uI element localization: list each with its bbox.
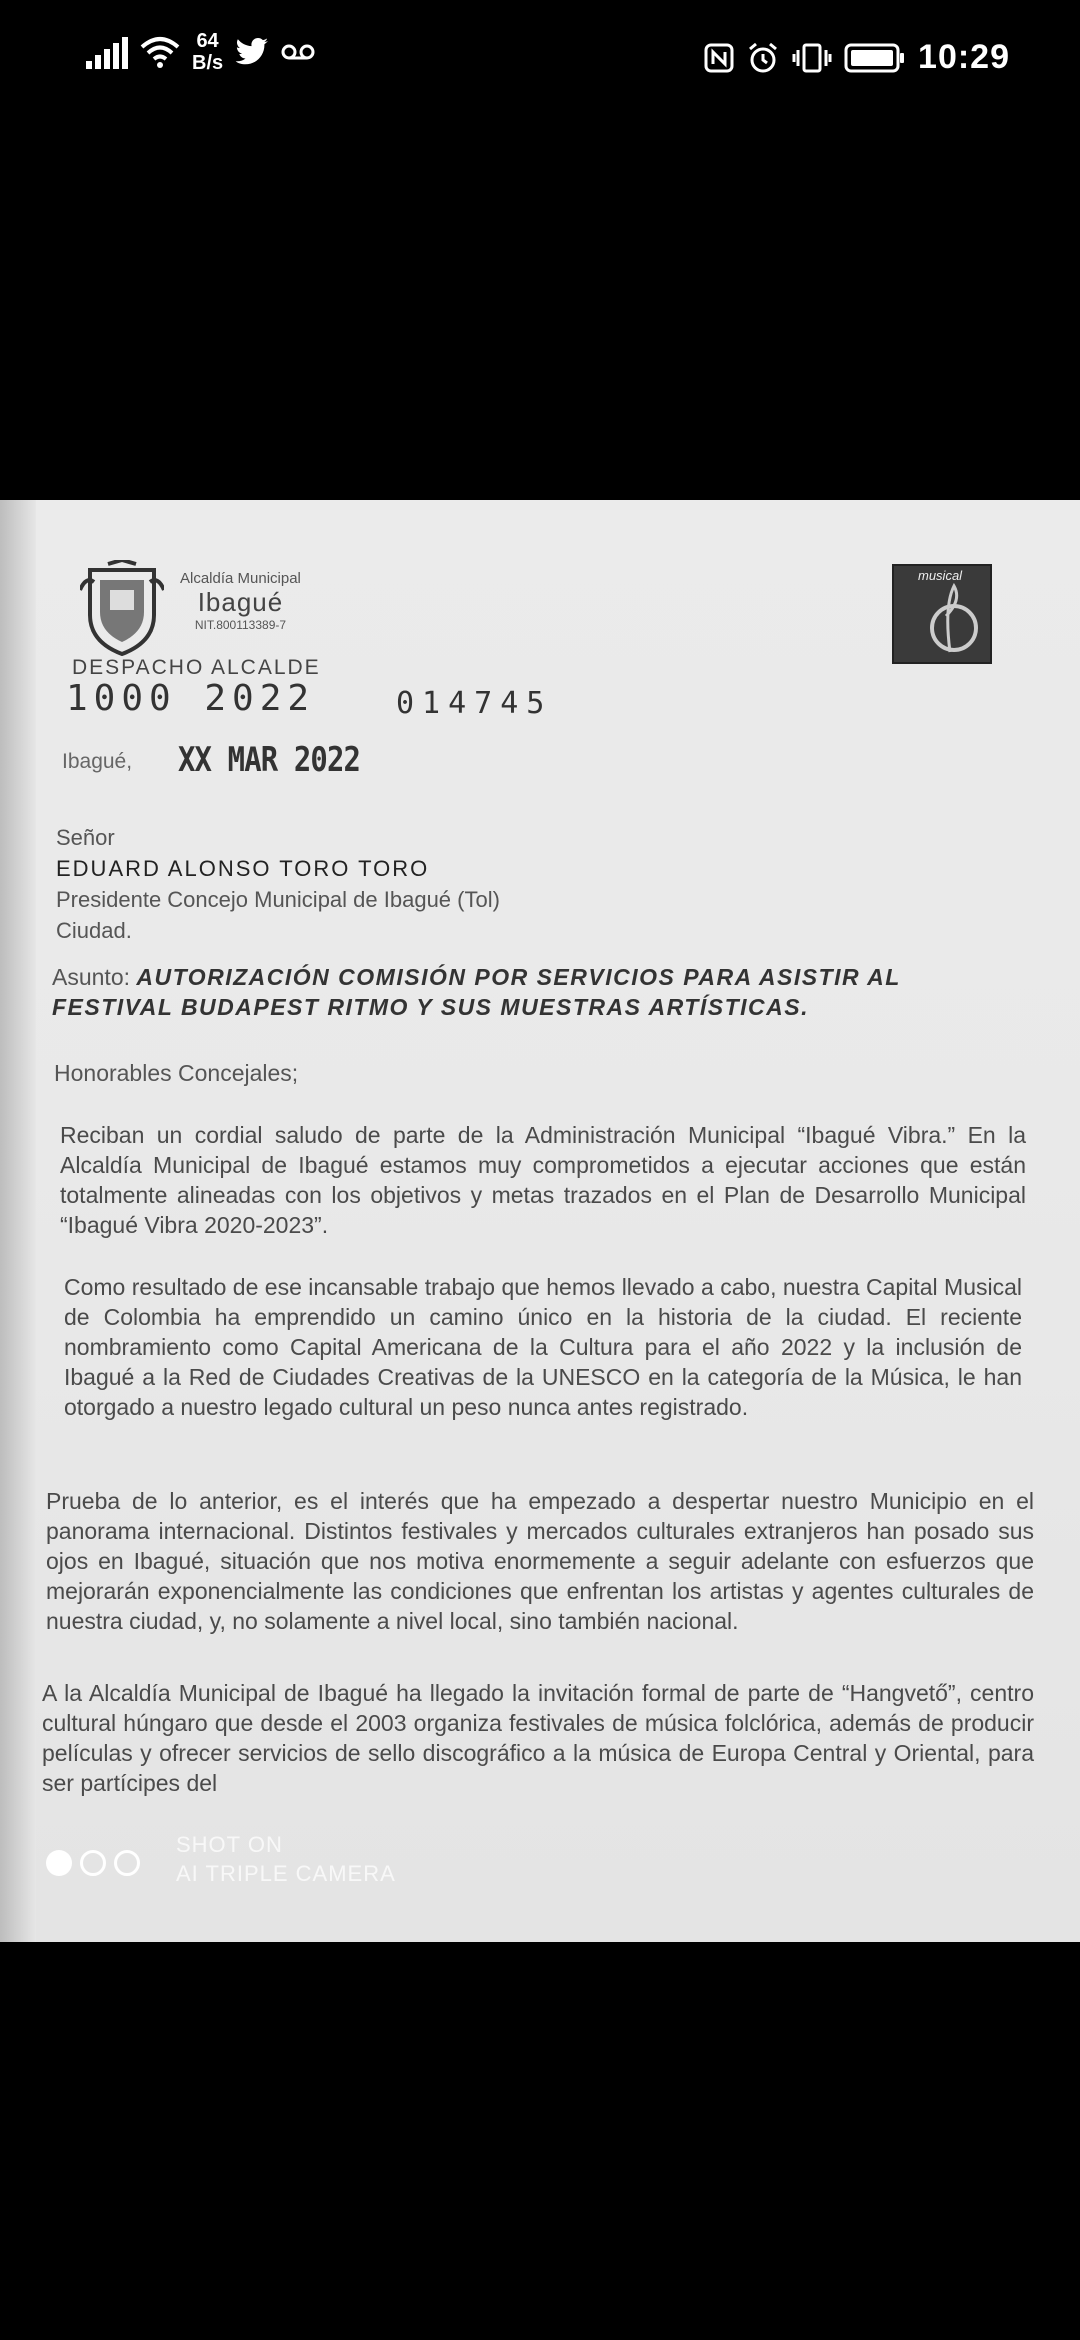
addressee-block bbox=[56, 822, 500, 946]
nfc-icon bbox=[704, 43, 734, 73]
subject-label: Asunto: bbox=[52, 964, 130, 990]
watermark-line-1: SHOT ON bbox=[176, 1832, 283, 1857]
capital-musical-logo bbox=[892, 564, 992, 664]
paragraph-2: Como resultado de ese incansable trabajo que hemos llevado a cabo, nuestra Capital Musical de Colombia ha emprendido un camino único en la historia de la ciudad. El reciente nombramiento como Capital Americana de la Cultura para el año 2022 y la inclusión de Ibagué a la Red de Ciudades Creativas de la UNESCO en la categoría de la Música, le han otorgado a nuestro legado cultural un peso nunca antes registrado. bbox=[64, 1274, 1022, 1420]
radicado-number bbox=[66, 678, 553, 721]
radicado-part-1: 1000 2022 bbox=[66, 678, 316, 719]
signal-icon bbox=[86, 35, 128, 69]
muni-small-label: Alcaldía Municipal bbox=[180, 570, 301, 587]
alarm-icon bbox=[746, 41, 780, 75]
battery-icon bbox=[844, 43, 906, 73]
wifi-icon bbox=[140, 35, 180, 69]
page-indicator[interactable] bbox=[46, 1850, 140, 1876]
date-city: Ibagué, bbox=[62, 750, 133, 773]
document-photo[interactable] bbox=[0, 500, 1080, 1942]
vibrate-icon bbox=[792, 42, 832, 74]
status-bar-left bbox=[86, 30, 315, 74]
addressee-role: Presidente Concejo Municipal de Ibagué (Tol) bbox=[56, 887, 500, 912]
muni-nit: NIT.800113389-7 bbox=[194, 618, 287, 632]
watermark-line-2: AI TRIPLE CAMERA bbox=[176, 1861, 396, 1886]
paragraph-4: A la Alcaldía Municipal de Ibagué ha llegado la invitación formal de parte de “Hangvető”, centro cultural húngaro que desde el 2003 organiza festivales de música folclórica, además de producir películas y ofrecer servicios de sello discográfico a la música de Europa Central y Oriental, para ser partícipes del bbox=[42, 1680, 1034, 1796]
paragraph-3: Prueba de lo anterior, es el interés que ha empezado a despertar nuestro Municipio en el panorama internacional. Distintos festivales y mercados culturales extranjeros han posado sus ojos en Ibagué, situación que nos motiva enormemente a seguir adelante con esfuerzos que mejorarán exponencialmente las condiciones que enfrentan los artistas y agentes culturales de nuestra ciudad, y, no solamente a nivel local, sino también nacional. bbox=[46, 1488, 1034, 1634]
greeting: Honorables Concejales; bbox=[54, 1060, 299, 1086]
clock: 10:29 bbox=[918, 38, 1010, 76]
date-stamp: XX MAR 2022 bbox=[178, 740, 361, 780]
net-speed bbox=[192, 30, 223, 74]
page-dot-active[interactable] bbox=[46, 1850, 72, 1876]
addressee-city: Ciudad. bbox=[56, 918, 132, 943]
page-dot[interactable] bbox=[114, 1850, 140, 1876]
voicemail-icon bbox=[281, 43, 315, 61]
paragraph-1: Reciban un cordial saludo de parte de la Administración Municipal “Ibagué Vibra.” En la Alcaldía Municipal de Ibagué estamos muy comprometidos a ejecutar acciones que están totalmente alineadas con los objetivos y metas trazados en el Plan de Desarrollo Municipal “Ibagué Vibra 2020-2023”. bbox=[60, 1122, 1026, 1238]
twitter-icon bbox=[235, 38, 269, 66]
status-bar-right bbox=[704, 38, 1010, 77]
net-speed-unit: B/s bbox=[192, 52, 224, 74]
music-logo-text: musical bbox=[918, 568, 963, 583]
despacho-label: DESPACHO ALCALDE bbox=[72, 656, 321, 679]
camera-watermark bbox=[176, 1830, 396, 1888]
page-dot[interactable] bbox=[80, 1850, 106, 1876]
subject-text: AUTORIZACIÓN COMISIÓN POR SERVICIOS PARA ASISTIR AL FESTIVAL BUDAPEST RITMO Y SUS MUESTRAS ARTÍSTICAS. bbox=[52, 964, 901, 1020]
municipality-header bbox=[180, 570, 301, 632]
radicado-part-2: 014745 bbox=[396, 686, 553, 721]
status-bar bbox=[0, 0, 1080, 120]
addressee-name: EDUARD ALONSO TORO TORO bbox=[56, 856, 430, 881]
municipal-seal-icon bbox=[80, 560, 164, 656]
addressee-salutation: Señor bbox=[56, 825, 115, 850]
net-speed-value: 64 bbox=[196, 30, 219, 52]
photo-edge-shadow bbox=[0, 500, 36, 1942]
muni-name: Ibagué bbox=[197, 587, 284, 617]
treble-clef-icon bbox=[894, 566, 990, 662]
subject-line bbox=[52, 962, 1027, 1022]
